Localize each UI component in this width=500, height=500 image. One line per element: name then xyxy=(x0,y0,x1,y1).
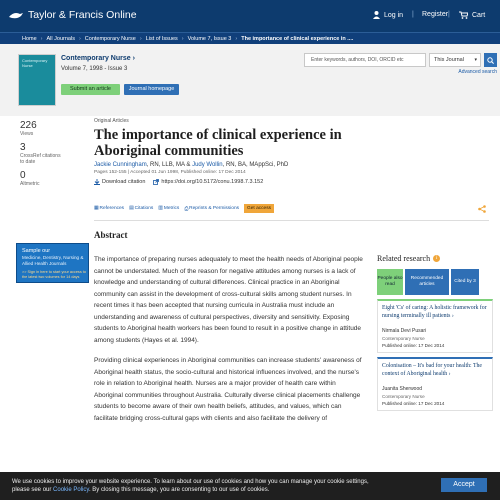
journal-cover[interactable] xyxy=(18,54,56,106)
register-link[interactable] xyxy=(422,11,448,18)
related-article-title-text: Eight 'Cs' of caring: A holistic framework for nursing terminally ill patients xyxy=(382,305,487,319)
site-name: Taylor & Francis Online xyxy=(28,9,137,21)
ad-cta: >> Sign in here to start your access to the latest two volumes for 14 days xyxy=(22,270,86,279)
crossref-count[interactable]: 3 xyxy=(20,141,26,153)
breadcrumb xyxy=(0,32,500,44)
cart-icon xyxy=(459,11,468,19)
article-links xyxy=(94,179,494,185)
related-article-title[interactable] xyxy=(382,305,488,320)
cover-title: Contemporary Nurse xyxy=(22,58,48,68)
top-bar xyxy=(0,0,500,32)
share-icon[interactable] xyxy=(478,205,486,213)
crossref-label: CrossRef citations to date xyxy=(20,152,61,165)
login-label: Log in xyxy=(384,11,404,19)
tab-citations-label: Citations xyxy=(134,206,154,211)
breadcrumb-sep: › xyxy=(40,35,43,42)
breadcrumb-issues[interactable]: List of Issues xyxy=(145,35,178,42)
article-header xyxy=(94,118,494,185)
external-link-icon xyxy=(153,179,159,185)
tab-metrics[interactable] xyxy=(158,206,179,211)
search-placeholder: Enter keywords, authors, DOI, ORCID etc xyxy=(311,57,404,63)
chevron-right-icon: › xyxy=(448,370,451,377)
views-count: 226 xyxy=(20,120,37,131)
views-label: Views xyxy=(20,131,34,137)
submit-article-button[interactable]: Submit an article xyxy=(61,84,120,95)
breadcrumb-sep: › xyxy=(181,35,184,42)
user-icon xyxy=(373,11,380,19)
tab-reprints[interactable] xyxy=(184,206,239,212)
altmetric-label: Altmetric xyxy=(20,180,40,187)
header-pointer xyxy=(96,104,120,116)
ad-subject: Medicine, Dentistry, Nursing & Allied Health Journals xyxy=(22,255,84,266)
logo-lamp-icon xyxy=(8,9,24,21)
author-credentials: , RN, BA, MAppSci, PhD xyxy=(222,162,289,169)
search-icon xyxy=(487,57,494,64)
cookie-text: please see our xyxy=(12,486,54,493)
related-article-date: Published online: 17 Dec 2014 xyxy=(382,401,445,407)
references-icon: ▦ xyxy=(94,206,99,211)
doi-link[interactable] xyxy=(153,179,263,185)
journal-title-text: Contemporary Nurse xyxy=(61,55,131,62)
related-article-journal: Contemporary Nurse xyxy=(382,394,425,400)
cart-label: Cart xyxy=(472,11,486,19)
cookie-banner xyxy=(0,472,500,500)
metrics-icon: ▥ xyxy=(158,206,163,211)
download-icon xyxy=(94,179,100,185)
author-credentials: , RN, LLB, MA & xyxy=(146,162,191,169)
breadcrumb-home[interactable]: Home xyxy=(22,35,37,42)
abstract-paragraph: Providing clinical experiences in Aboriginal communities can increase students' awareness of Aboriginal health status, the socio-cultural and historical influences involved, and the nurse's role in relation to Aboriginal health. Nurses are a major provider of health care within Aboriginal communities throughout Australia. Culturally diverse clinical placements challenge students to become aware of their own health beliefs, attitudes, and values, which can facilitate bridging cross-cultural gaps with clients and also facilitate the delivery of xyxy=(94,357,362,422)
nav-divider: | xyxy=(412,11,414,18)
related-tabs xyxy=(377,269,493,295)
site-logo[interactable] xyxy=(8,9,137,21)
abstract-heading: Abstract xyxy=(94,230,128,240)
abstract-paragraph: The importance of preparing nurses adequately to meet the health needs of Aboriginal people cannot be understated. Much of the reason for negative attitudes among nurses is a lack of knowledge and understanding of cultural differences. Clinical practice in an Aboriginal community can assist in the development of cross-cultural skills among student nurses. In recent times it has been accepted that nursing curricula in Australia must include an understanding and awareness of cultural perspectives, diversity and sensitivity. Exposing students to Aboriginal health workers has been found to result in a positive change in attitude among students (Hayes et al. 1994). xyxy=(94,256,363,344)
article-authors xyxy=(94,162,494,168)
tab-people-also-read[interactable]: People also read xyxy=(377,269,403,295)
article-type: Original Articles xyxy=(94,118,129,124)
journal-homepage-button[interactable]: Journal homepage xyxy=(124,84,179,95)
altmetric-count[interactable]: 0 xyxy=(20,169,26,181)
reprints-icon: ⎙ xyxy=(184,206,189,212)
cart-link[interactable] xyxy=(459,11,485,19)
related-article-journal: Contemporary Nurse xyxy=(382,336,425,342)
advanced-search-link[interactable]: Advanced search xyxy=(458,69,497,75)
tab-citations[interactable] xyxy=(129,206,153,211)
tab-references-label: References xyxy=(99,206,125,211)
breadcrumb-sep: › xyxy=(139,35,142,42)
breadcrumb-sep: › xyxy=(78,35,81,42)
nav-divider: | xyxy=(448,11,450,18)
cookie-policy-link[interactable]: Cookie Policy xyxy=(53,486,89,493)
register-label: Register xyxy=(422,11,449,18)
related-research xyxy=(377,254,493,411)
search-input[interactable] xyxy=(304,53,426,67)
tab-cited-by[interactable]: Cited by 3 xyxy=(451,269,479,295)
related-research-label: Related research xyxy=(377,254,431,263)
search-scope-value: This Journal xyxy=(434,57,464,63)
doi-url: https://doi.org/10.5172/conu.1998.7.3.152 xyxy=(161,179,264,186)
download-citation-label: Download citation xyxy=(102,179,146,186)
tab-metrics-label: Metrics xyxy=(163,206,180,211)
tab-reprints-label: Reprints & Permissions xyxy=(189,206,240,211)
accept-cookies-button[interactable]: Accept xyxy=(441,478,487,492)
breadcrumb-current: The importance of clinical experience in .... xyxy=(241,35,354,42)
journal-volume: Volume 7, 1998 - Issue 3 xyxy=(61,66,128,72)
tab-references[interactable] xyxy=(94,206,124,211)
related-article-date: Published online: 17 Dec 2014 xyxy=(382,343,445,349)
citations-icon: ▤ xyxy=(129,206,134,211)
breadcrumb-journal[interactable]: Contemporary Nurse xyxy=(84,35,136,42)
chevron-right-icon: › xyxy=(132,55,135,62)
article-tabs xyxy=(94,204,274,213)
sample-journals-ad[interactable] xyxy=(16,243,89,283)
author-link[interactable]: Judy Wollin xyxy=(192,162,223,169)
cookie-text-line: We use cookies to improve your website experience. To learn about our use of cookies and how you can manage your cookie settings, xyxy=(12,479,369,485)
search-scope-select[interactable] xyxy=(429,53,481,67)
breadcrumb-sep: › xyxy=(235,35,238,42)
article-title: The importance of clinical experience in Aboriginal communities xyxy=(94,127,342,160)
journal-title[interactable] xyxy=(61,55,135,62)
cookie-text-line xyxy=(12,487,488,495)
chevron-down-icon: ▾ xyxy=(474,57,477,63)
cookie-text: . By closing this message, you are consenting to our use of cookies. xyxy=(88,486,270,493)
related-article-title-text: Colonisation – It's bad for your health: The context of Aboriginal health xyxy=(382,363,482,377)
chevron-right-icon: › xyxy=(451,312,454,319)
publication-info: Pages 152-155 | Accepted 01 Jun 1998, Published online: 17 Dec 2014 xyxy=(94,170,246,176)
list-item[interactable] xyxy=(377,357,493,411)
divider xyxy=(94,220,489,221)
breadcrumb-all-journals[interactable]: All Journals xyxy=(46,35,75,42)
article-metrics xyxy=(20,120,80,191)
related-research-title xyxy=(377,254,493,263)
related-article-author: Juanita Sherwood xyxy=(382,386,423,393)
login-link[interactable] xyxy=(373,11,403,19)
related-article-author: Nirmala Devi Pusari xyxy=(382,328,427,335)
related-article-title[interactable] xyxy=(382,363,488,378)
get-access-button[interactable]: Get access xyxy=(244,204,274,213)
breadcrumb-volume[interactable]: Volume 7, Issue 3 xyxy=(187,35,232,42)
search-button[interactable] xyxy=(484,53,497,67)
list-item[interactable] xyxy=(377,299,493,353)
abstract-body xyxy=(94,254,366,433)
info-icon[interactable]: i xyxy=(433,255,440,262)
download-citation-link[interactable] xyxy=(94,179,145,185)
tab-recommended-articles[interactable]: Recommended articles xyxy=(405,269,449,295)
author-link[interactable]: Jackie Cunningham xyxy=(94,162,147,169)
ad-heading: Sample our xyxy=(22,248,51,254)
